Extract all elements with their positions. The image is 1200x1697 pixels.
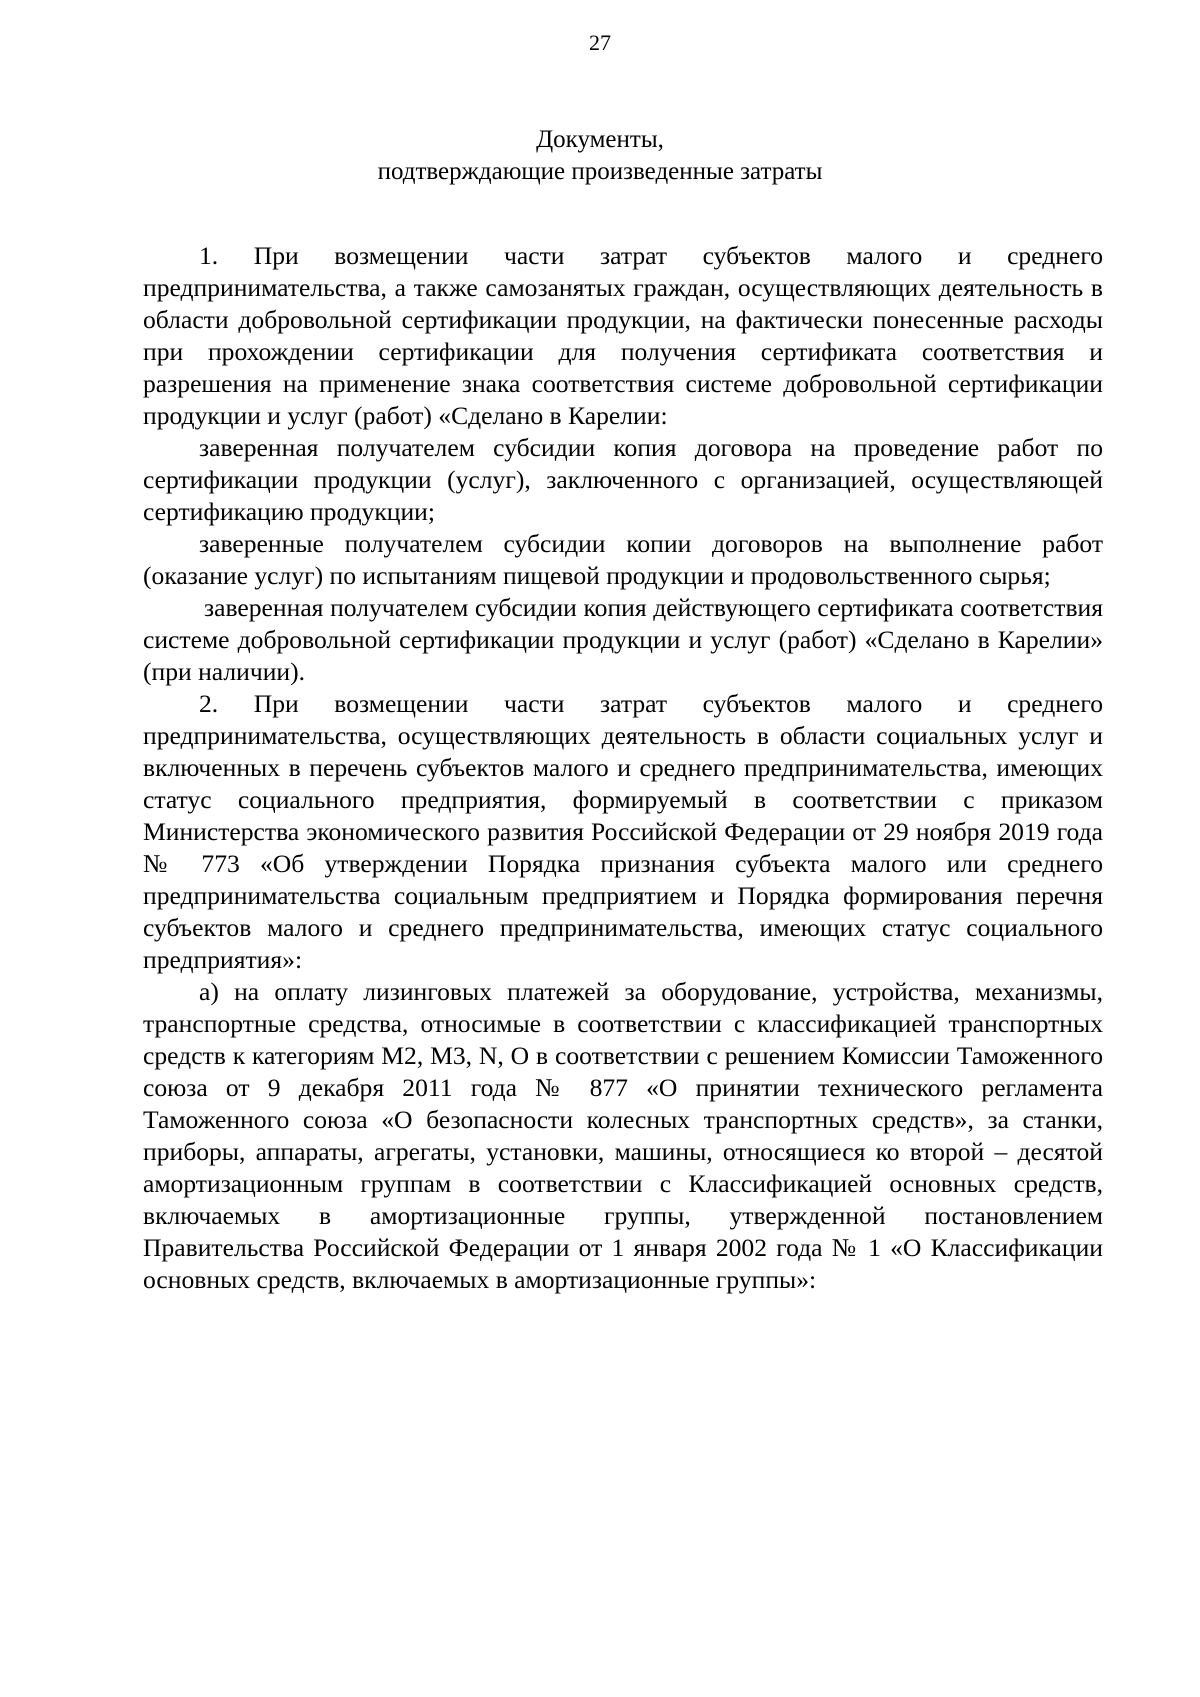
paragraph-1: 1. При возмещении части затрат субъектов малого и среднего предпринимательства, а также самозанятых граждан, осуществляющих деятельность в области добровольной сертификации продукции, на фактически понесенные расходы при прохождении сертификации для получения сертификата соответствия и разрешения на применение знака соответствия системе добровольной сертификации продукции и услуг (работ) «Сделано в Карелии: [143, 241, 1103, 430]
document-title-line-1: Документы, [536, 126, 664, 153]
paragraph-4: заверенная получателем субсидии копия действующего сертификата соответствия системе добровольной сертификации продукции и услуг (работ) «Сделано в Карелии» (при наличии). [143, 593, 1103, 686]
paragraph-2: заверенная получателем субсидии копия договора на проведение работ по сертификации продукции (услуг), заключенного с организацией, осуществляющей сертификацию продукции; [143, 433, 1103, 526]
paragraph-3: заверенные получателем субсидии копии договоров на выполнение работ (оказание услуг) по испытаниям пищевой продукции и продовольственного сырья; [143, 529, 1103, 590]
document-title-line-2: подтверждающие произведенные затраты [377, 158, 823, 185]
paragraph-5: 2. При возмещении части затрат субъектов малого и среднего предпринимательства, осуществляющих деятельность в области социальных услуг и включенных в перечень субъектов малого и среднего предпринимательства, имеющих статус социального предприятия, формируемый в соответствии с приказом Министерства экономического развития Российской Федерации от 29 ноября 2019 года № 773 «Об утверждении Порядка признания субъекта малого или среднего предпринимательства социальным предприятием и Порядка формирования перечня субъектов малого и среднего предпринимательства, имеющих статус социального предприятия»: [143, 689, 1103, 974]
paragraph-6: а) на оплату лизинговых платежей за оборудование, устройства, механизмы, транспортные средства, относимые в соответствии с классификацией транспортных средств к категориям M2, M3, N, O в соответствии с решением Комиссии Таможенного союза от 9 декабря 2011 года № 877 «О принятии технического регламента Таможенного союза «О безопасности колесных транспортных средств», за станки, приборы, аппараты, агрегаты, установки, машины, относящиеся ко второй – десятой амортизационным группам в соответствии с Классификацией основных средств, включаемых в амортизационные группы, утвержденной постановлением Правительства Российской Федерации от 1 января 2002 года № 1 «О Классификации основных средств, включаемых в амортизационные группы»: [143, 977, 1103, 1294]
document-body [143, 240, 1103, 1296]
document-title [0, 124, 1200, 188]
page-number: 27 [589, 30, 611, 55]
